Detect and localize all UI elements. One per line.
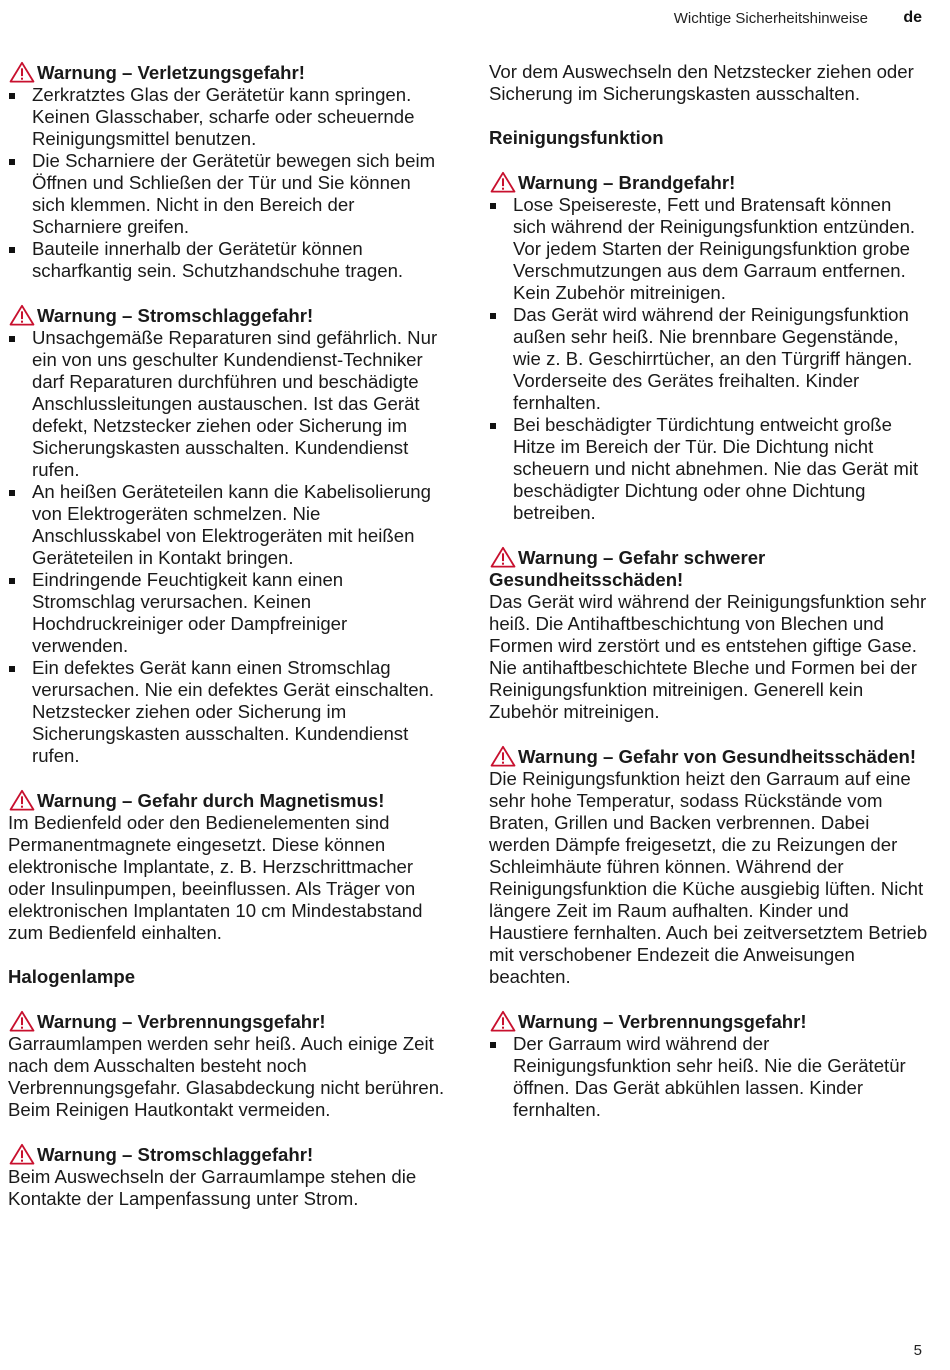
warning-list bbox=[489, 1033, 929, 1121]
warning-triangle-icon bbox=[8, 61, 36, 83]
warning-text: Das Gerät wird während der Reinigungsfunktion sehr heiß. Die Antihaftbeschichtung von Blechen und Formen wird zerstört und es entstehen giftige Gase. Nie antihaftbeschichtete Bleche und Formen bei der Reinigungsfunktion mitreinigen. Generell kein Zubehör mitreinigen. bbox=[489, 591, 927, 722]
warning-triangle-icon bbox=[8, 1010, 36, 1032]
warning-injury bbox=[8, 61, 448, 282]
warning-electric-shock bbox=[8, 304, 448, 767]
warning-title: Warnung – Stromschlaggefahr! bbox=[37, 305, 314, 326]
warning-triangle-icon bbox=[489, 1010, 517, 1032]
warning-magnetism bbox=[8, 789, 448, 944]
bullet-icon bbox=[9, 93, 15, 99]
warning-list bbox=[8, 84, 448, 282]
page-number: 5 bbox=[913, 1342, 922, 1359]
bullet-icon bbox=[490, 1042, 496, 1048]
warning-electric-shock-lamp bbox=[8, 1143, 448, 1210]
warning-triangle-icon bbox=[489, 171, 517, 193]
language-code: de bbox=[903, 9, 922, 26]
list-item: Unsachgemäße Reparaturen sind gefährlich. Nur ein von uns geschulter Kundendienst-Techniker darf Reparaturen durchführen und beschädigte Anschlussleitungen austauschen. Ist das Gerät defekt, Netzstecker ziehen oder Sicherung im Sicherungskasten ausschalten. Kundendienst rufen. bbox=[8, 327, 448, 481]
warning-burn bbox=[8, 1010, 448, 1121]
warning-text: Garraumlampen werden sehr heiß. Auch einige Zeit nach dem Ausschalten besteht noch Verbrennungsgefahr. Glasabdeckung nicht berühren. Beim Reinigen Hautkontakt vermeiden. bbox=[8, 1033, 445, 1120]
warning-title: Warnung – Stromschlaggefahr! bbox=[37, 1144, 314, 1165]
warning-fire bbox=[489, 171, 929, 524]
list-item: An heißen Geräteteilen kann die Kabelisolierung von Elektrogeräten schmelzen. Nie Anschlusskabel von Elektrogeräten mit heißen Geräteteilen in Kontakt bringen. bbox=[8, 481, 448, 569]
page-header bbox=[0, 0, 950, 40]
warning-title: Warnung – Verletzungsgefahr! bbox=[37, 62, 305, 83]
warning-serious-health bbox=[489, 546, 929, 723]
bullet-icon bbox=[490, 203, 496, 209]
warning-title: Warnung – Verbrennungsgefahr! bbox=[518, 1011, 807, 1032]
intro-paragraph bbox=[489, 61, 929, 105]
left-column bbox=[8, 61, 448, 1210]
list-item: Ein defektes Gerät kann einen Stromschlag verursachen. Nie ein defektes Gerät einschalten. Netzstecker ziehen oder Sicherung im Sicherungskasten ausschalten. Kundendienst rufen. bbox=[8, 657, 448, 767]
list-item: Das Gerät wird während der Reinigungsfunktion außen sehr heiß. Nie brennbare Gegenstände, wie z. B. Geschirrtücher, an den Türgriff hängen. Vorderseite des Gerätes freihalten. Kinder fernhalten. bbox=[489, 304, 929, 414]
bullet-icon bbox=[9, 490, 15, 496]
warning-text: Im Bedienfeld oder den Bedienelementen sind Permanentmagnete eingesetzt. Diese können elektronische Implantate, z. B. Herzschrittmacher oder Insulinpumpen, beeinflussen. Als Träger von elektronischen Implantaten 10 cm Mindestabstand zum Bedienfeld einhalten. bbox=[8, 812, 423, 943]
bullet-icon bbox=[9, 336, 15, 342]
warning-triangle-icon bbox=[8, 1143, 36, 1165]
warning-title: Warnung – Gefahr schwerer Gesundheitsschäden! bbox=[489, 547, 766, 590]
bullet-icon bbox=[9, 666, 15, 672]
bullet-icon bbox=[490, 313, 496, 319]
section-heading-cleaning: Reinigungsfunktion bbox=[489, 127, 664, 148]
warning-list bbox=[489, 194, 929, 524]
list-item: Eindringende Feuchtigkeit kann einen Stromschlag verursachen. Keinen Hochdruckreiniger oder Dampfreiniger verwenden. bbox=[8, 569, 448, 657]
warning-health bbox=[489, 745, 929, 988]
list-item: Der Garraum wird während der Reinigungsfunktion sehr heiß. Nie die Gerätetür öffnen. Das Gerät abkühlen lassen. Kinder fernhalten. bbox=[489, 1033, 929, 1121]
list-item: Lose Speisereste, Fett und Bratensaft können sich während der Reinigungsfunktion entzünden. Vor jedem Starten der Reinigungsfunktion grobe Verschmutzungen aus dem Garraum entfernen. Kein Zubehör mitreinigen. bbox=[489, 194, 929, 304]
bullet-icon bbox=[9, 159, 15, 165]
warning-burn-cleaning bbox=[489, 1010, 929, 1121]
warning-triangle-icon bbox=[489, 546, 517, 568]
list-item: Bauteile innerhalb der Gerätetür können scharfkantig sein. Schutzhandschuhe tragen. bbox=[8, 238, 448, 282]
warning-title: Warnung – Gefahr von Gesundheitsschäden! bbox=[518, 746, 917, 767]
warning-title: Warnung – Gefahr durch Magnetismus! bbox=[37, 790, 385, 811]
warning-list bbox=[8, 327, 448, 767]
list-item: Zerkratztes Glas der Gerätetür kann springen. Keinen Glasschaber, scharfe oder scheuernde Reinigungsmittel benutzen. bbox=[8, 84, 448, 150]
list-item: Die Scharniere der Gerätetür bewegen sich beim Öffnen und Schließen der Tür und Sie können sich klemmen. Nicht in den Bereich der Scharniere greifen. bbox=[8, 150, 448, 238]
warning-text: Beim Auswechseln der Garraumlampe stehen die Kontakte der Lampenfassung unter Strom. bbox=[8, 1166, 417, 1209]
warning-text: Die Reinigungsfunktion heizt den Garraum auf eine sehr hohe Temperatur, sodass Rückstände vom Braten, Grillen und Backen verbrennen. Dabei werden Dämpfe freigesetzt, die zu Reizungen der Schleimhäute führen können. Während der Reinigungsfunktion die Küche ausgiebig lüften. Nicht längere Zeit im Raum aufhalten. Kinder und Haustiere fernhalten. Auch bei zeitversetztem Betrieb mit verschobener Endezeit die Anweisungen beachten. bbox=[489, 768, 928, 987]
right-column bbox=[489, 61, 929, 1121]
warning-triangle-icon bbox=[8, 304, 36, 326]
warning-title: Warnung – Brandgefahr! bbox=[518, 172, 736, 193]
intro-text: Vor dem Auswechseln den Netzstecker ziehen oder Sicherung im Sicherungskasten ausschalten. bbox=[489, 61, 914, 104]
bullet-icon bbox=[9, 578, 15, 584]
bullet-icon bbox=[490, 423, 496, 429]
warning-triangle-icon bbox=[8, 789, 36, 811]
header-title: Wichtige Sicherheitshinweise bbox=[673, 10, 868, 27]
section-heading-halogen: Halogenlampe bbox=[8, 966, 136, 987]
list-item: Bei beschädigter Türdichtung entweicht große Hitze im Bereich der Tür. Die Dichtung nicht scheuern und nicht abnehmen. Nie das Gerät mit beschädigter Dichtung oder ohne Dichtung betreiben. bbox=[489, 414, 929, 524]
warning-title: Warnung – Verbrennungsgefahr! bbox=[37, 1011, 326, 1032]
warning-triangle-icon bbox=[489, 745, 517, 767]
bullet-icon bbox=[9, 247, 15, 253]
